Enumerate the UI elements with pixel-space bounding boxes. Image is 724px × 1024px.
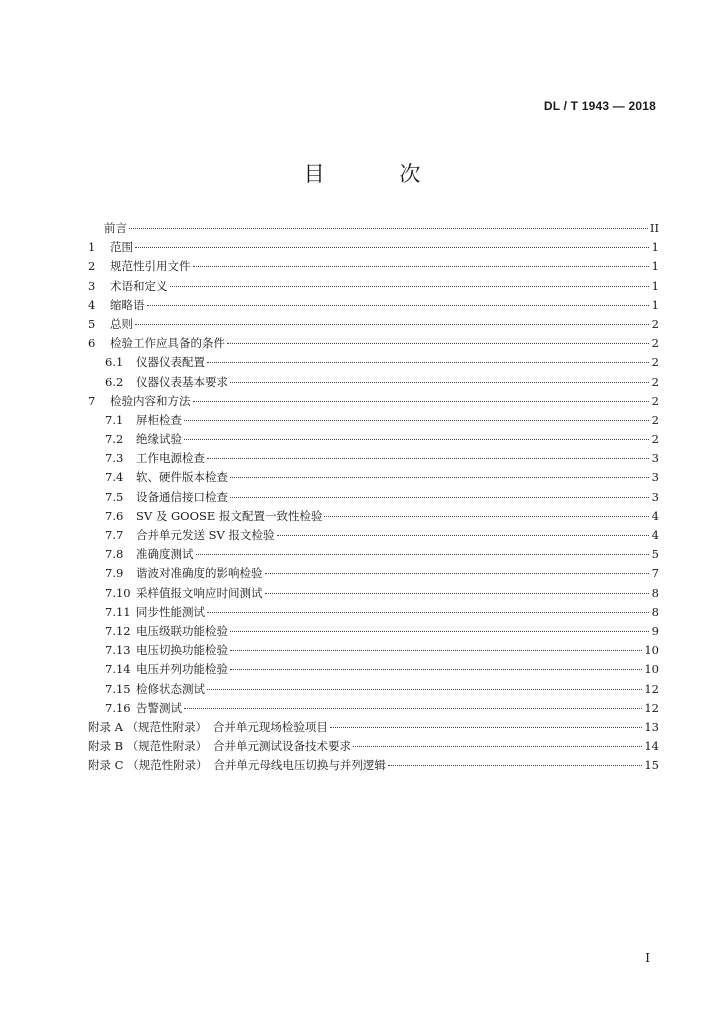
toc-entry-title: 电压切换功能检验 [136,643,228,658]
toc-entry-page: 8 [651,585,659,600]
toc-leader-dots [324,515,649,517]
toc-leader-dots [227,342,649,344]
toc-entry-page: II [649,221,659,235]
toc-entry[interactable] [88,334,659,353]
toc-entry-title: 缩略语 [110,297,145,312]
toc-entry[interactable] [88,277,659,296]
toc-entry[interactable] [88,219,659,238]
toc-entry[interactable] [88,411,659,430]
toc-entry[interactable] [88,660,659,679]
toc-entry-title: 检修状态测试 [136,681,205,696]
toc-leader-dots [207,361,649,363]
toc-entry-page: 2 [651,316,659,331]
toc-entry-page: 2 [651,374,659,389]
toc-entry-number: 3 [88,278,96,293]
toc-entry-title: 范围 [110,240,133,255]
toc-entry[interactable] [88,526,659,545]
toc-entry-page: 1 [651,297,659,312]
toc-entry-number: 6.1 [105,355,124,370]
toc-entry[interactable] [88,468,659,487]
toc-entry[interactable] [88,756,659,775]
toc-entry-title: 采样值报文响应时间测试 [136,585,263,600]
toc-entry-page: 12 [644,681,659,696]
toc-leader-dots [230,668,642,670]
toc-entry-title: 绝缘试验 [136,432,182,447]
toc-entry[interactable] [88,564,659,583]
toc-entry-page: 12 [644,700,659,715]
toc-entry-number: 7.15 [105,681,131,696]
toc-entry[interactable] [88,449,659,468]
toc-entry-page: 9 [651,623,659,638]
table-of-contents [88,219,659,775]
toc-entry-title: 总则 [110,316,133,331]
toc-leader-dots [193,265,650,267]
toc-entry-page: 14 [644,739,659,754]
toc-entry-title: 附录 B （规范性附录） 合并单元测试设备技术要求 [88,739,352,754]
toc-entry-title: 同步性能测试 [136,604,205,619]
toc-leader-dots [265,592,650,594]
toc-entry-title: 工作电源检查 [136,451,205,466]
toc-entry-number: 7.10 [105,585,131,600]
toc-entry[interactable] [88,680,659,699]
toc-entry-title: 规范性引用文件 [110,259,191,274]
toc-entry-title: 检验工作应具备的条件 [110,336,225,351]
toc-entry[interactable] [88,257,659,276]
toc-entry-number: 7.6 [105,508,124,523]
toc-entry-number: 7.3 [105,451,124,466]
toc-entry-number: 4 [88,297,96,312]
toc-entry[interactable] [88,622,659,641]
toc-entry-title: 前言 [104,221,127,235]
toc-leader-dots [207,457,649,459]
toc-entry[interactable] [88,488,659,507]
page-number: I [645,951,650,965]
toc-entry-title: 仪器仪表配置 [136,355,205,370]
toc-entry-number: 7.9 [105,566,124,581]
toc-entry-title: 电压并列功能检验 [136,662,228,677]
toc-leader-dots [147,304,650,306]
toc-leader-dots [184,707,642,709]
toc-leader-dots [135,246,649,248]
toc-entry-page: 10 [644,662,659,677]
toc-entry-page: 1 [651,259,659,274]
toc-entry-page: 10 [644,643,659,658]
toc-entry-page: 4 [651,528,659,542]
toc-leader-dots [129,227,648,229]
toc-entry-number: 5 [88,316,96,331]
toc-leader-dots [184,438,649,440]
toc-entry-title: 术语和定义 [110,278,168,293]
toc-entry-page: 3 [651,451,659,466]
toc-entry-page: 8 [651,604,659,619]
toc-entry-title: 检验内容和方法 [110,393,191,408]
toc-entry[interactable] [88,392,659,411]
toc-leader-dots [230,630,649,632]
toc-entry-title: 电压级联功能检验 [136,623,228,638]
toc-entry[interactable] [88,545,659,564]
toc-entry[interactable] [88,603,659,622]
toc-leader-dots [330,726,642,728]
toc-entry-page: 2 [651,432,659,447]
toc-entry[interactable] [88,737,659,756]
toc-entry-title: 屏柜检查 [136,412,182,427]
toc-leader-dots [196,553,650,555]
toc-entry-page: 5 [651,547,659,562]
toc-leader-dots [207,688,642,690]
toc-leader-dots [135,323,649,325]
toc-entry[interactable] [88,699,659,718]
toc-entry-page: 2 [651,355,659,370]
toc-entry-number: 7 [88,393,96,408]
toc-entry[interactable] [88,353,659,372]
toc-entry-page: 4 [651,508,659,523]
toc-entry-number: 7.4 [105,470,124,485]
toc-entry[interactable] [88,718,659,737]
toc-entry-number: 7.11 [105,604,131,619]
toc-entry-title: 附录 A （规范性附录） 合并单元现场检验项目 [88,719,328,734]
toc-entry-page: 1 [651,240,659,255]
toc-entry-number: 6.2 [105,374,124,389]
toc-leader-dots [277,534,650,536]
toc-entry-title: 软、硬件版本检查 [136,470,228,485]
toc-entry-title: 合并单元发送 SV 报文检验 [136,528,275,542]
toc-entry-number: 7.1 [105,412,124,427]
toc-leader-dots [230,496,649,498]
toc-entry[interactable] [88,584,659,603]
toc-entry-page: 15 [644,758,659,773]
toc-entry[interactable] [88,507,659,526]
toc-entry-title: SV 及 GOOSE 报文配置一致性检验 [136,508,323,523]
toc-entry-number: 7.12 [105,623,131,638]
toc-entry-number: 2 [88,259,96,274]
page-title: 目 次 [303,162,455,186]
toc-entry-number: 7.13 [105,643,131,658]
toc-leader-dots [230,649,642,651]
toc-leader-dots [230,476,649,478]
toc-entry-title: 准确度测试 [136,547,194,562]
toc-leader-dots [193,400,650,402]
toc-entry-number: 7.7 [105,528,124,542]
toc-entry-page: 2 [651,393,659,408]
toc-entry-page: 13 [644,719,659,734]
toc-leader-dots [265,572,650,574]
toc-entry-title: 谐波对准确度的影响检验 [136,566,263,581]
toc-entry-page: 1 [651,278,659,293]
toc-leader-dots [230,381,649,383]
toc-leader-dots [170,285,650,287]
toc-entry-page: 2 [651,412,659,427]
toc-entry-number: 7.8 [105,547,124,562]
toc-entry-page: 3 [651,489,659,504]
toc-entry[interactable] [88,430,659,449]
toc-entry-title: 仪器仪表基本要求 [136,374,228,389]
toc-entry[interactable] [88,315,659,334]
toc-entry-page: 7 [651,566,659,581]
toc-leader-dots [353,745,642,747]
toc-entry[interactable] [88,296,659,315]
toc-entry-number: 6 [88,336,96,351]
toc-entry[interactable] [88,238,659,257]
toc-entry-page: 2 [651,336,659,351]
toc-entry[interactable] [88,641,659,660]
toc-entry-number: 1 [88,240,96,255]
toc-entry-page: 3 [651,470,659,485]
document-code: DL / T 1943 — 2018 [543,99,656,113]
toc-leader-dots [388,764,643,766]
toc-leader-dots [184,419,649,421]
toc-entry-number: 7.16 [105,700,131,715]
toc-entry-title: 设备通信接口检查 [136,489,228,504]
toc-entry-number: 7.14 [105,662,131,677]
toc-entry-title: 附录 C （规范性附录） 合并单元母线电压切换与并列逻辑 [88,758,386,773]
toc-entry-number: 7.2 [105,432,124,447]
toc-entry[interactable] [88,373,659,392]
toc-entry-title: 告警测试 [136,700,182,715]
toc-entry-number: 7.5 [105,489,124,504]
toc-leader-dots [207,611,649,613]
